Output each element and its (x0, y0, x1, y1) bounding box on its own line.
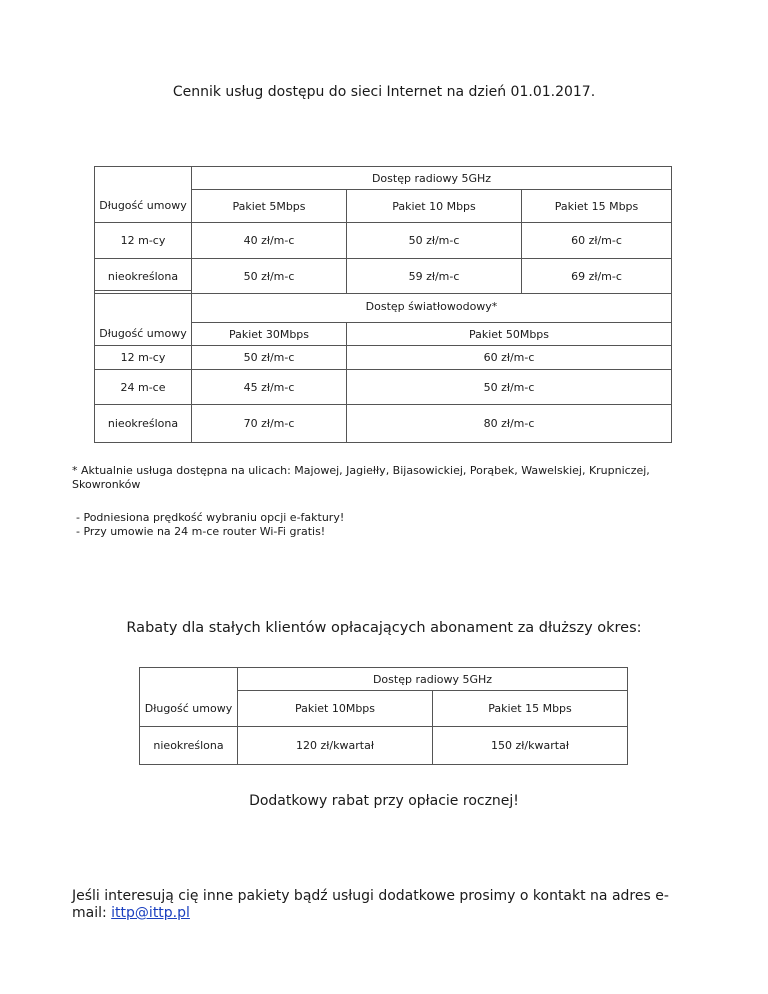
column-header: Pakiet 5Mbps (192, 190, 347, 223)
table-cell: 70 zł/m-c (192, 405, 347, 443)
table-cell: 120 zł/kwartał (238, 727, 433, 765)
table-row (140, 727, 628, 765)
column-header: Pakiet 30Mbps (192, 323, 347, 346)
column-header: Długość umowy (140, 691, 238, 727)
table-cell: 80 zł/m-c (347, 405, 672, 443)
table-cell: 50 zł/m-c (347, 223, 522, 259)
table-cell: 50 zł/m-c (192, 346, 347, 370)
table-row (95, 346, 672, 370)
table-cell: nieokreślona (140, 727, 238, 765)
page-title: Cennik usług dostępu do sieci Internet na dzień 01.01.2017. (172, 84, 596, 100)
discount-table (139, 667, 628, 765)
table-header: Dostęp światłowodowy* (192, 291, 672, 323)
discount-title: Rabaty dla stałych klientów opłacających abonament za dłuższy okres: (126, 620, 642, 636)
table-cell: 12 m-cy (95, 223, 192, 259)
table-cell: nieokreślona (95, 259, 192, 294)
column-header: Pakiet 50Mbps (347, 323, 672, 346)
table-cell: 24 m-ce (95, 370, 192, 405)
table-row (95, 370, 672, 405)
table-cell: 50 zł/m-c (347, 370, 672, 405)
table-cell: 50 zł/m-c (192, 259, 347, 294)
annual-discount-note: Dodatkowy rabat przy opłacie rocznej! (249, 793, 519, 809)
fiber-price-table (94, 290, 672, 443)
table-corner-cell (95, 291, 192, 323)
column-header: Pakiet 15 Mbps (433, 691, 628, 727)
table-cell: 60 zł/m-c (522, 223, 672, 259)
column-header: Długość umowy (95, 323, 192, 346)
table-cell: 69 zł/m-c (522, 259, 672, 294)
table-cell: 45 zł/m-c (192, 370, 347, 405)
note-line: - Przy umowie na 24 m-ce router Wi-Fi gratis! (76, 525, 326, 538)
promo-notes (76, 511, 344, 539)
column-header: Pakiet 10 Mbps (347, 190, 522, 223)
table-cell: 40 zł/m-c (192, 223, 347, 259)
table-corner-cell (95, 167, 192, 190)
table-row (95, 405, 672, 443)
table-row (95, 259, 672, 294)
column-header: Pakiet 15 Mbps (522, 190, 672, 223)
table-corner-cell (140, 668, 238, 691)
table-cell: nieokreślona (95, 405, 192, 443)
table-cell: 150 zł/kwartał (433, 727, 628, 765)
table-cell: 59 zł/m-c (347, 259, 522, 294)
table-row (95, 223, 672, 259)
column-header: Pakiet 10Mbps (238, 691, 433, 727)
column-header: Długość umowy (95, 190, 192, 223)
table-header: Dostęp radiowy 5GHz (192, 167, 672, 190)
table-header: Dostęp radiowy 5GHz (238, 668, 628, 691)
note-line: - Podniesiona prędkość wybraniu opcji e-faktury! (76, 511, 345, 524)
contact-text: Jeśli interesują cię inne pakiety bądź usługi dodatkowe prosimy o kontakt na adres e-mail: (72, 888, 669, 921)
contact-paragraph (72, 888, 692, 922)
table-cell: 12 m-cy (95, 346, 192, 370)
table-cell: 60 zł/m-c (347, 346, 672, 370)
radio-price-table (94, 166, 672, 294)
contact-email-link[interactable]: ittp@ittp.pl (111, 905, 190, 921)
availability-footnote: * Aktualnie usługa dostępna na ulicach: Majowej, Jagiełły, Bijasowickiej, Porąbek, Wawelskiej, Krupniczej, Skowronków (72, 464, 650, 491)
